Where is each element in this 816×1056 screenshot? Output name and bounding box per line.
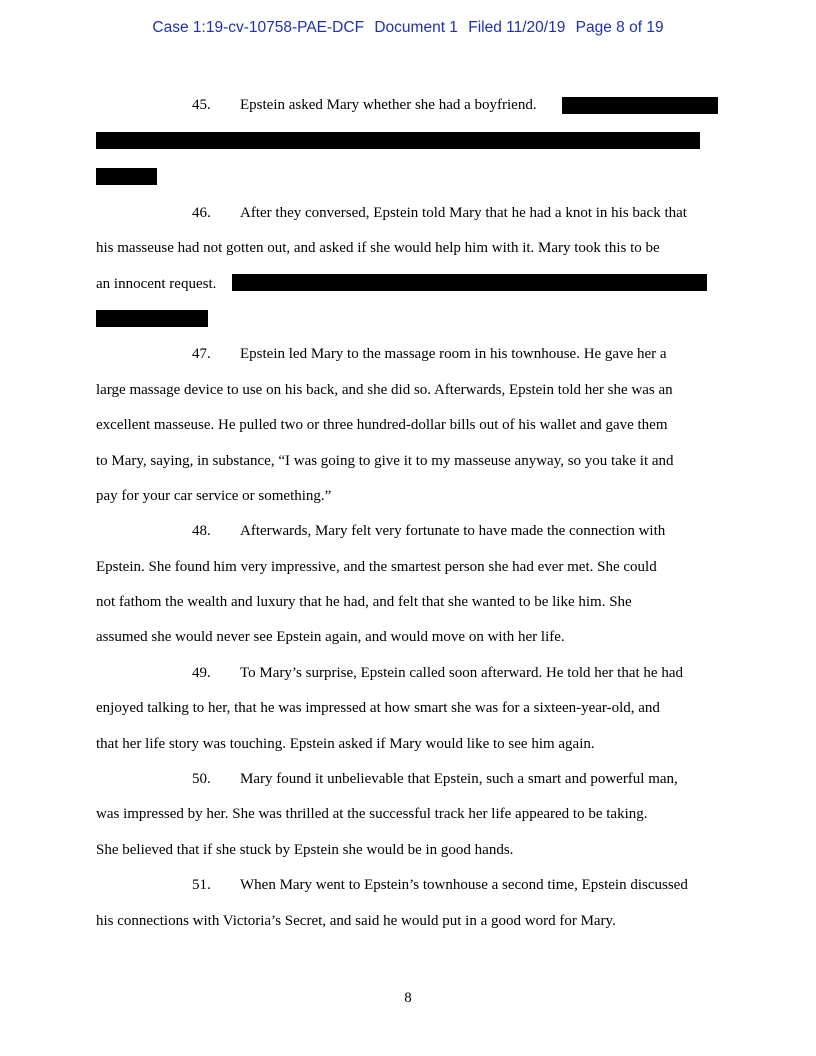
paragraph-line: Epstein asked Mary whether she had a boyfriend. <box>240 97 537 113</box>
paragraph-number: 49. <box>192 665 211 681</box>
page-number: 8 <box>404 990 412 1006</box>
case-number: Case 1:19-cv-10758-PAE-DCF <box>152 19 365 36</box>
paragraph-number: 45. <box>192 97 211 113</box>
paragraph-line: When Mary went to Epstein’s townhouse a second time, Epstein discussed <box>240 877 688 893</box>
paragraph-line: to Mary, saying, in substance, “I was going to give it to my masseuse anyway, so you take it and <box>96 453 674 469</box>
redaction-block <box>96 132 700 149</box>
paragraph-line: Epstein. She found him very impressive, and the smartest person she had ever met. She could <box>96 559 657 575</box>
redaction-block <box>232 274 707 291</box>
redaction-block <box>96 310 208 327</box>
paragraph-line: an innocent request. <box>96 276 217 292</box>
paragraph-line: excellent masseuse. He pulled two or three hundred-dollar bills out of his wallet and gave them <box>96 417 668 433</box>
paragraph-number: 50. <box>192 771 211 787</box>
paragraph-line: his masseuse had not gotten out, and asked if she would help him with it. Mary took this to be <box>96 240 660 256</box>
paragraph-line: Afterwards, Mary felt very fortunate to have made the connection with <box>240 523 666 539</box>
paragraph-line: that her life story was touching. Epstein asked if Mary would like to see him again. <box>96 736 595 752</box>
paragraph-line: was impressed by her. She was thrilled at the successful track her life appeared to be taking. <box>96 806 648 822</box>
ecf-header <box>0 18 816 38</box>
document-number: Document 1 <box>374 19 458 36</box>
paragraph-line: Epstein led Mary to the massage room in his townhouse. He gave her a <box>240 346 667 362</box>
paragraph-line: To Mary’s surprise, Epstein called soon afterward. He told her that he had <box>240 665 683 681</box>
paragraph-number: 46. <box>192 205 211 221</box>
paragraph-line: pay for your car service or something.” <box>96 488 332 504</box>
paragraph-line: She believed that if she stuck by Epstein she would be in good hands. <box>96 842 514 858</box>
paragraph-line: his connections with Victoria’s Secret, and said he would put in a good word for Mary. <box>96 913 616 929</box>
paragraph-number: 48. <box>192 523 211 539</box>
redaction-block <box>96 168 157 185</box>
paragraph-line: large massage device to use on his back, and she did so. Afterwards, Epstein told her she was an <box>96 382 673 398</box>
paragraph-number: 51. <box>192 877 211 893</box>
paragraph-line: After they conversed, Epstein told Mary that he had a knot in his back that <box>240 205 687 221</box>
filed-date: Filed 11/20/19 <box>468 19 566 36</box>
paragraph-number: 47. <box>192 346 211 362</box>
page-count: Page 8 of 19 <box>575 19 664 36</box>
redaction-block <box>562 97 718 114</box>
paragraph-line: not fathom the wealth and luxury that he had, and felt that she wanted to be like him. She <box>96 594 632 610</box>
paragraph-line: Mary found it unbelievable that Epstein, such a smart and powerful man, <box>240 771 678 787</box>
paragraph-line: enjoyed talking to her, that he was impressed at how smart she was for a sixteen-year-old, and <box>96 700 660 716</box>
paragraph-line: assumed she would never see Epstein again, and would move on with her life. <box>96 629 565 645</box>
